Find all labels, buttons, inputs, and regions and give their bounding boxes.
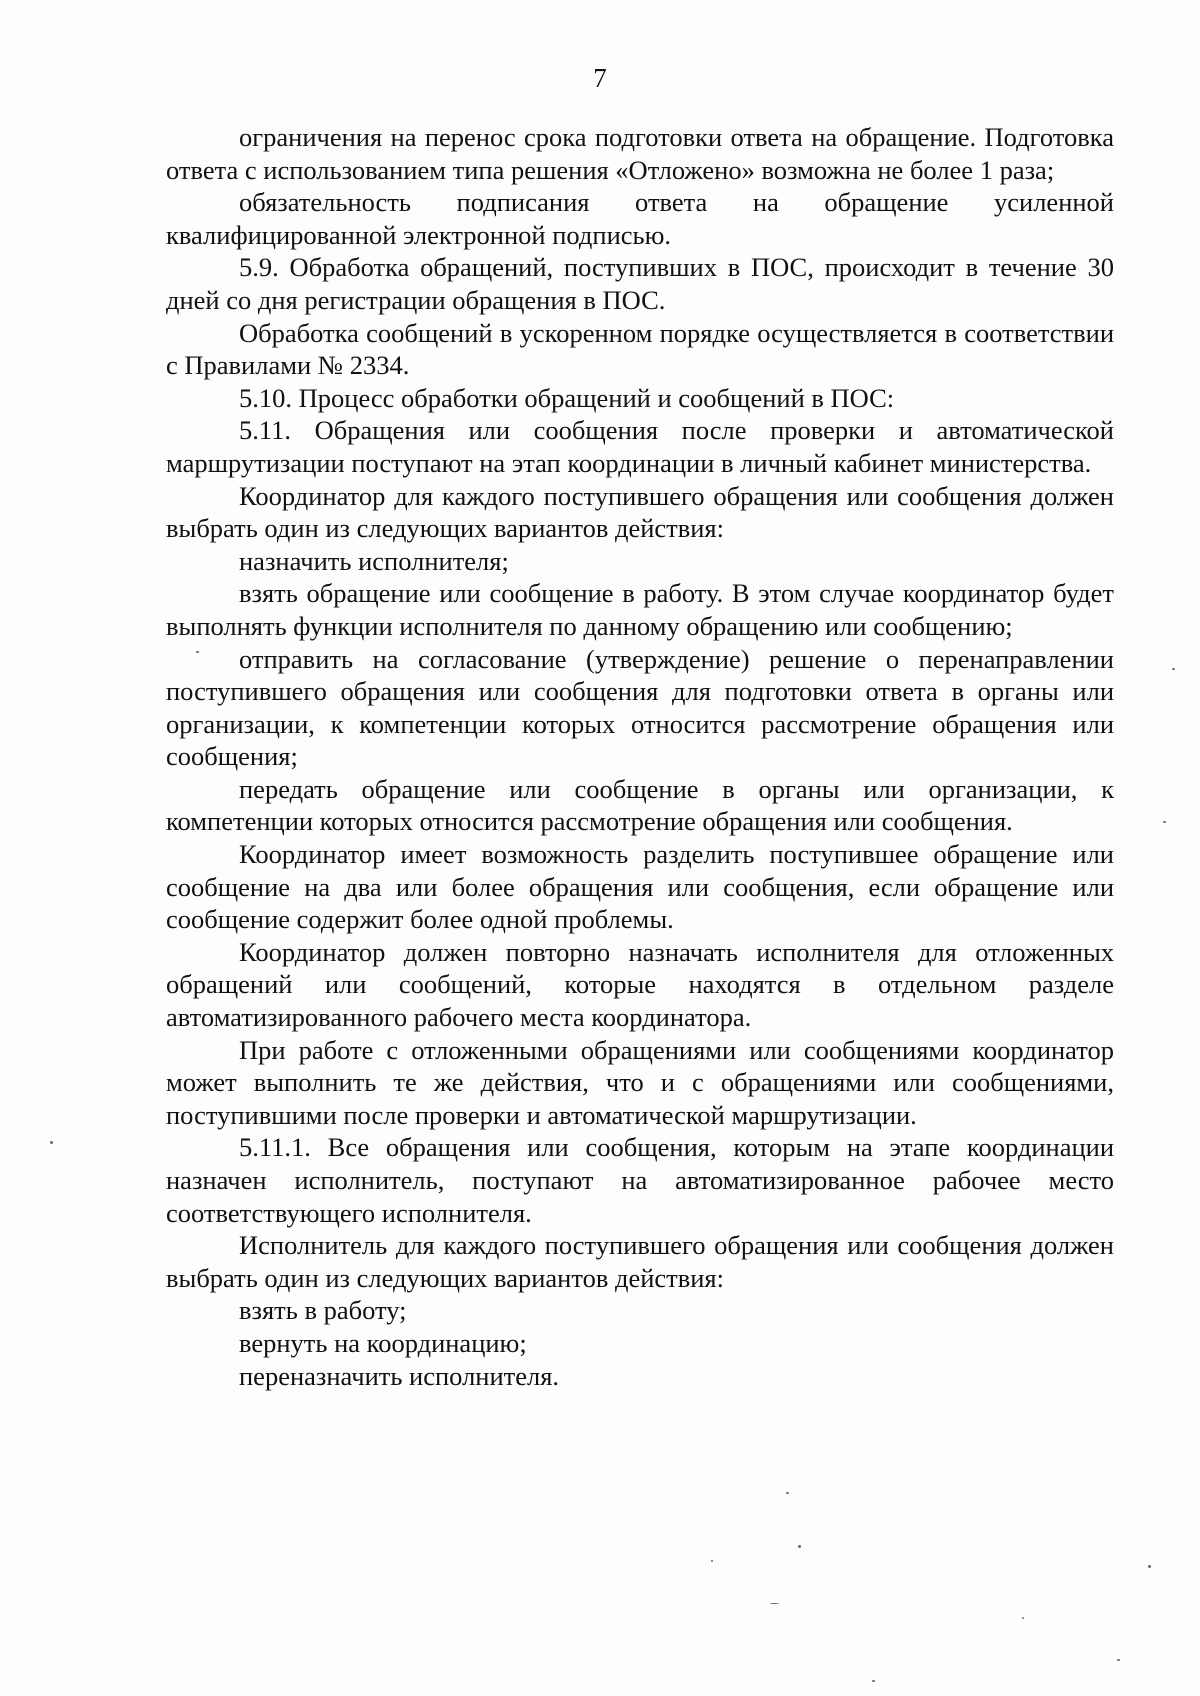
scan-speck — [1148, 1565, 1151, 1568]
page-number: 7 — [593, 63, 607, 93]
paragraph: 5.11.1. Все обращения или сообщения, которым на этапе координации назначен исполнитель, поступают на автоматизированное рабочее место соответствующего исполнителя. — [166, 1132, 1114, 1228]
paragraph: Координатор должен повторно назначать исполнителя для отложенных обращений или сообщений, которые находятся в отдельном разделе автоматизированного рабочего места координатора. — [166, 936, 1114, 1033]
paragraph: Исполнитель для каждого поступившего обращения или сообщения должен выбрать один из следующих вариантов действия: — [166, 1230, 1114, 1293]
paragraph: взять обращение или сообщение в работу. В этом случае координатор будет выполнять функции исполнителя по данному обращению или сообщению; — [166, 578, 1114, 641]
paragraph: переназначить исполнителя. — [239, 1360, 560, 1391]
paragraph: Координатор для каждого поступившего обращения или сообщения должен выбрать один из следующих вариантов действия: — [166, 480, 1114, 544]
scan-speck — [50, 1141, 53, 1144]
paragraph: Обработка сообщений в ускоренном порядке осуществляется в соответствии с Правилами № 2334. — [166, 317, 1114, 381]
scan-speck — [1022, 1617, 1024, 1619]
paragraph: 5.9. Обработка обращений, поступивших в ПОС, происходит в течение 30 дней со дня регистрации обращения в ПОС. — [166, 252, 1114, 315]
scan-speck — [872, 1680, 875, 1682]
paragraph: 5.10. Процесс обработки обращений и сообщений в ПОС: — [239, 382, 895, 413]
scan-speck — [1117, 1659, 1120, 1661]
scan-speck — [196, 651, 199, 653]
paragraph: взять в работу; — [239, 1295, 407, 1326]
paragraph: передать обращение или сообщение в органы или организации, к компетенции которых относится рассмотрение обращения или сообщения. — [166, 773, 1114, 837]
scan-speck — [1163, 821, 1166, 823]
paragraph: вернуть на координацию; — [239, 1327, 527, 1358]
scan-speck — [798, 1545, 801, 1548]
paragraph: ограничения на перенос срока подготовки ответа на обращение. Подготовка ответа с использованием типа решения «Отложено» возможна не более 1 раза; — [166, 122, 1114, 185]
paragraph: обязательность подписания ответа на обращение усиленной квалифицированной электронной подписью. — [166, 187, 1114, 250]
scan-speck — [786, 1492, 789, 1494]
paragraph: отправить на согласование (утверждение) решение о перенаправлении поступившего обращения или сообщения для подготовки ответа в органы или организации, к компетенции которых относится рассмотрение обращения или сообщения; — [166, 643, 1114, 772]
scan-speck — [711, 1560, 713, 1562]
scan-speck — [1172, 668, 1175, 670]
paragraph: 5.11. Обращения или сообщения после проверки и автоматической маршрутизации поступают на этап координации в личный кабинет министерства. — [166, 415, 1114, 478]
paragraph: назначить исполнителя; — [239, 545, 509, 576]
paragraph: Координатор имеет возможность разделить поступившее обращение или сообщение на два или более обращения или сообщения, если обращение или сообщение содержит более одной проблемы. — [166, 839, 1114, 935]
document-body — [166, 121, 1114, 1392]
paragraph: При работе с отложенными обращениями или сообщениями координатор может выполнить те же действия, что и с обращениями или сообщениями, поступившими после проверки и автоматической маршрутизации. — [166, 1034, 1114, 1130]
scan-speck — [770, 1603, 779, 1604]
